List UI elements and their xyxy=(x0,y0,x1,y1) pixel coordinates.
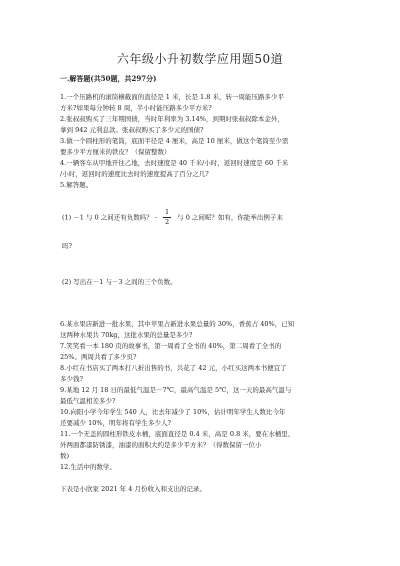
question-1 xyxy=(60,92,350,114)
question-text: 与 0 之间呢？如有，你能举出例子来 xyxy=(177,213,283,222)
question-line: 2.张叔叔购买了三年期国债，当时年利率为 3.14%，到期时张叔叔除本金外， xyxy=(60,115,284,123)
question-line: (2) 写出在－1 与－3 之间的三个负数。 xyxy=(62,278,177,286)
question-line: 吗? xyxy=(62,242,72,250)
question-line: 10.向阳小学今年学生 540 人，比去年减少了 10%，估计明年学生人数比今年 xyxy=(60,408,286,416)
question-line: 25%。两周共看了多少页? xyxy=(60,353,137,361)
question-line: 7.笑笑看一本 180 页的故事书，第一周看了全书的 40%，第二周看了全书的 xyxy=(60,342,282,350)
question-line: 拿到 942 元利息款。张叔叔购买了多少元的国债? xyxy=(60,126,204,134)
question-line: 6.某水果店新进一批水果，其中苹果占新进水果总量的 30%，香蕉占 40%，已知 xyxy=(60,320,295,328)
question-line: /小时，返回时的速度比去时的速度提高了百分之几? xyxy=(60,170,209,178)
question-5-part-1 xyxy=(62,208,352,252)
question-3 xyxy=(60,136,350,158)
section-heading: 一.解答题(共50题，共297分) xyxy=(60,74,157,83)
question-line: 8.小红在书店买了两本打八折出售的书，共花了 42 元，小红买这两本书便宜了 xyxy=(60,364,287,372)
question-line: 数) xyxy=(60,452,70,460)
fraction-numerator: 1 xyxy=(165,208,170,216)
question-line: 还要减少 10%，明年将有学生多少人? xyxy=(60,419,171,427)
question-8 xyxy=(60,363,350,385)
question-2 xyxy=(60,114,350,136)
question-5-part-2 xyxy=(62,277,352,288)
question-line: 方米?如果每分钟转 8 周，半小时能压路多少平方米? xyxy=(60,104,212,112)
question-10 xyxy=(60,407,350,429)
question-line: 最低气温相差多少? xyxy=(60,397,116,405)
question-text: (1) －1 与 0 之间还有负数吗？ - xyxy=(62,213,158,222)
fraction-denominator: 2 xyxy=(165,218,170,226)
question-line: 3.做一个圆柱形的笔筒，底面半径是 4 厘米，高是 10 厘米，做这个笔筒至少需 xyxy=(60,137,289,145)
question-line: 1.一个压路机的滚筒横截面的直径是 1 米，长是 1.8 米，转一周能压路多少平 xyxy=(60,93,284,101)
question-line: 4.一辆客车从甲地开往乙地，去时速度是 40 千米/小时，返回时速度是 60 千米 xyxy=(60,159,289,167)
question-line xyxy=(62,208,352,227)
question-line: 多少钱? xyxy=(60,375,83,383)
question-6 xyxy=(60,319,350,341)
question-line: 9.某地 12 月 18 日的最低气温是－7℃，最高气温是 5℃，这一天的最高气温与 xyxy=(60,386,292,394)
question-4 xyxy=(60,158,350,180)
fraction xyxy=(163,208,171,227)
question-line: 这两种水果共 70kg，这批水果的总量是多少? xyxy=(60,331,193,339)
question-line: 11.一个无盖的圆柱形铁皮水桶，底面直径是 0.4 米，高是 0.8 米，要在水桶里、 xyxy=(60,430,295,438)
question-line: 5.解答题。 xyxy=(60,181,93,189)
question-line: 下表是小欣家 2021 年 4 月份收入和支出的记录。 xyxy=(60,485,206,493)
question-line: 要多少平方厘米的铁皮？（保留整数） xyxy=(60,148,171,156)
question-11 xyxy=(60,429,350,462)
question-line: 12.生活中的数学。 xyxy=(60,463,116,471)
question-5 xyxy=(60,180,350,191)
question-12 xyxy=(60,462,350,473)
question-line: 外两面都漆防锈漆，油漆的面积大约是多少平方米？（得数保留一位小 xyxy=(60,441,262,449)
page-title: 六年级小升初数学应用题50道 xyxy=(116,52,284,66)
question-9 xyxy=(60,385,350,407)
question-12-intro xyxy=(60,484,350,495)
question-7 xyxy=(60,341,350,363)
